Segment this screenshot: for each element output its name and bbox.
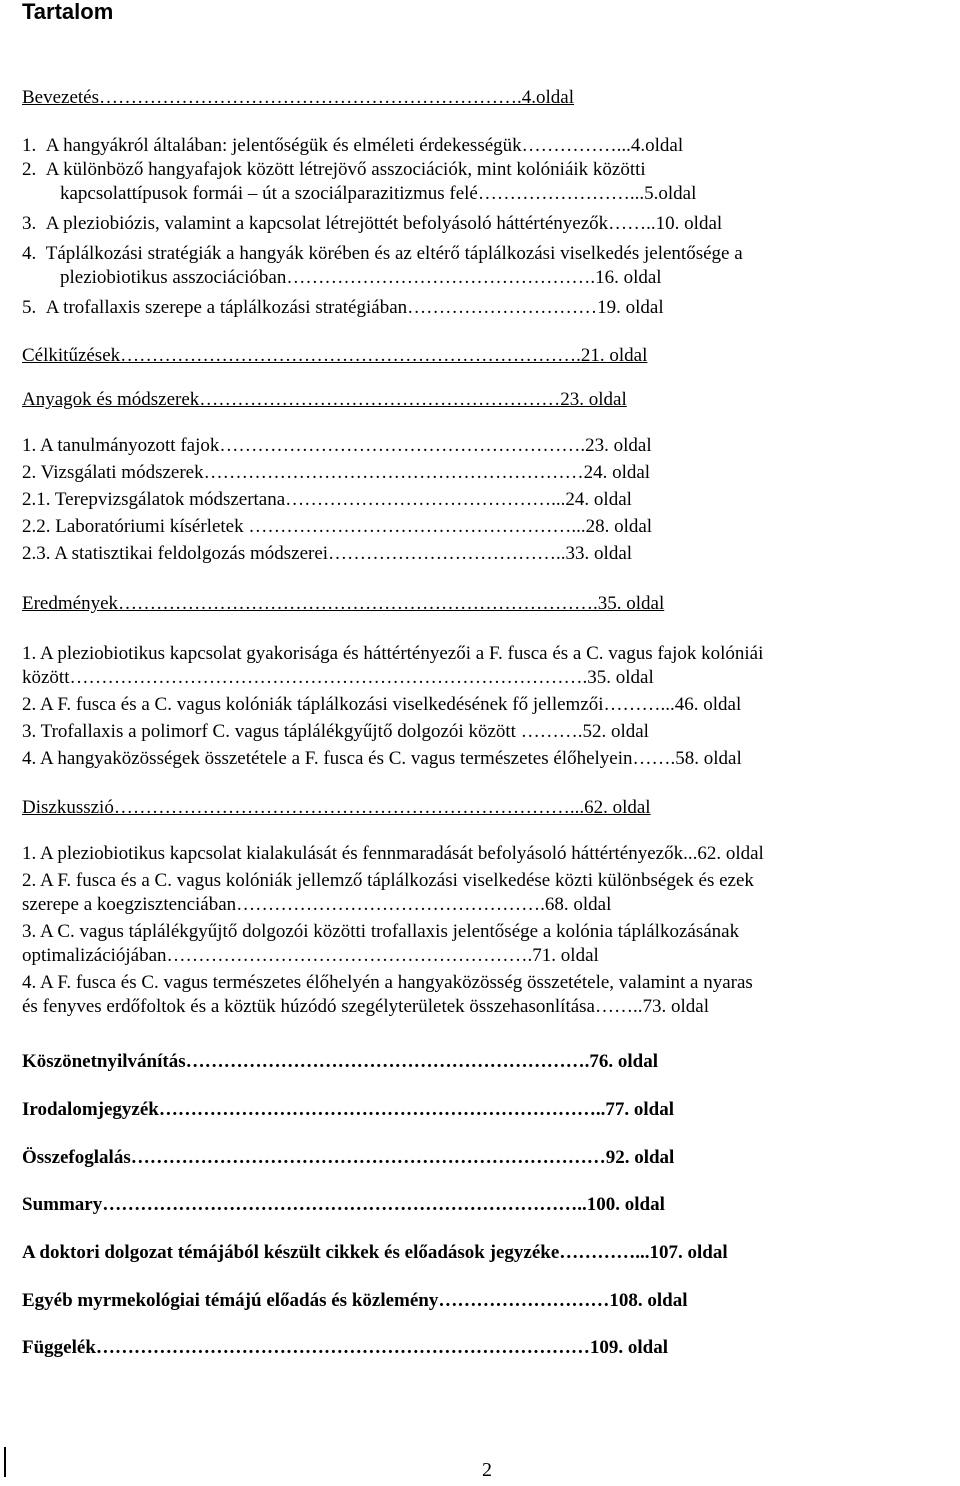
toc-entry[interactable]: 2. Vizsgálati módszerek……………………………………………………24. oldal xyxy=(22,462,651,483)
toc-entry[interactable]: 4. Táplálkozási stratégiák a hangyák körében és az eltérő táplálkozási viselkedés jelentősége a xyxy=(22,243,743,264)
page-title: Tartalom xyxy=(22,0,114,24)
toc-entry[interactable]: 1. A pleziobiotikus kapcsolat kialakulását és fennmaradását befolyásoló háttértényezők...62. oldal xyxy=(22,843,764,864)
toc-entry[interactable]: 1. A tanulmányozott fajok………………………………………………….23. oldal xyxy=(22,435,652,456)
toc-entry[interactable]: 5. A trofallaxis szerepe a táplálkozási stratégiában…………………………19. oldal xyxy=(22,297,664,318)
toc-entry-osszefoglalas[interactable]: Összefoglalás…………………………………………………………………92. oldal xyxy=(22,1147,675,1168)
page-number: 2 xyxy=(482,1459,492,1481)
toc-entry[interactable]: 2. A F. fusca és a C. vagus kolóniák táplálkozási viselkedésének fő jellemzői………...46. oldal xyxy=(22,694,742,715)
toc-entry-celkituzesek[interactable]: Célkitűzések……………………………………………………………….21. oldal xyxy=(22,345,648,366)
toc-entry-bevezetes[interactable]: Bevezetés………………………………………………………….4.oldal xyxy=(22,87,575,108)
toc-entry[interactable]: 2. A különböző hangyafajok között létrejövő asszociációk, mint kolóniáik közötti xyxy=(22,159,646,180)
toc-entry-cont[interactable]: pleziobiotikus asszociációban………………………………………….16. oldal xyxy=(60,267,662,288)
toc-entry-irodalomjegyzek[interactable]: Irodalomjegyzék……………………………………………………………..77. oldal xyxy=(22,1099,674,1120)
toc-entry-cont[interactable]: között……………………………………………………………………….35. oldal xyxy=(22,667,654,688)
toc-entry-cont[interactable]: és fenyves erdőfoltok és a köztük húzódó szegélyterületek összehasonlítása……..73. oldal xyxy=(22,996,709,1017)
toc-entry[interactable]: 2.1. Terepvizsgálatok módszertana……………………………………...24. oldal xyxy=(22,489,632,510)
toc-entry[interactable]: 3. A C. vagus táplálékgyűjtő dolgozói közötti trofallaxis jelentősége a kolónia táplálkozásának xyxy=(22,921,740,942)
toc-entry-egyeb[interactable]: Egyéb myrmekológiai témájú előadás és közlemény………………………108. oldal xyxy=(22,1290,688,1311)
toc-entry[interactable]: 2. A F. fusca és a C. vagus kolóniák jellemző táplálkozási viselkedése közti különbségek és ezek xyxy=(22,870,754,891)
toc-entry-eredmenyek[interactable]: Eredmények………………………………………………………………….35. oldal xyxy=(22,593,665,614)
toc-entry[interactable]: 4. A hangyaközösségek összetétele a F. fusca és C. vagus természetes élőhelyein…….58. oldal xyxy=(22,748,742,769)
toc-entry-cont[interactable]: kapcsolattípusok formái – út a szociálparazitizmus felé……………………...5.oldal xyxy=(60,183,697,204)
toc-entry-cont[interactable]: szerepe a koegzisztenciában………………………………………….68. oldal xyxy=(22,894,612,915)
toc-entry[interactable]: 2.2. Laboratóriumi kísérletek ……………………………………………...28. oldal xyxy=(22,516,653,537)
toc-entry[interactable]: 3. A pleziobiózis, valamint a kapcsolat létrejöttét befolyásoló háttértényezők……..10. oldal xyxy=(22,213,723,234)
toc-entry-anyagok[interactable]: Anyagok és módszerek…………………………………………………23. oldal xyxy=(22,389,627,410)
toc-entry[interactable]: 1. A hangyákról általában: jelentőségük és elméleti érdekességük……………...4.oldal xyxy=(22,135,684,156)
toc-entry-cont[interactable]: optimalizációjában………………………………………………….71. oldal xyxy=(22,945,599,966)
toc-entry-fuggelek[interactable]: Függelék……………………………………………………………………109. oldal xyxy=(22,1337,669,1358)
toc-entry[interactable]: 3. Trofallaxis a polimorf C. vagus táplálékgyűjtő dolgozói között ……….52. oldal xyxy=(22,721,649,742)
text-cursor-bar xyxy=(4,1447,6,1477)
toc-entry-koszonetnyilvanitas[interactable]: Köszönetnyilvánítás……………………………………………………….76. oldal xyxy=(22,1051,658,1072)
toc-entry-summary[interactable]: Summary…………………………………………………………………..100. oldal xyxy=(22,1194,665,1215)
toc-entry[interactable]: 1. A pleziobiotikus kapcsolat gyakorisága és háttértényezői a F. fusca és a C. vagus fajok kolóniái xyxy=(22,643,764,664)
toc-entry-cikkek[interactable]: A doktori dolgozat témájából készült cikkek és előadások jegyzéke…………...107. oldal xyxy=(22,1242,728,1263)
toc-entry[interactable]: 2.3. A statisztikai feldolgozás módszerei………………………………..33. oldal xyxy=(22,543,633,564)
toc-entry-diszkusszio[interactable]: Diszkusszió………………………………………………………………...62. oldal xyxy=(22,797,651,818)
toc-entry[interactable]: 4. A F. fusca és C. vagus természetes élőhelyén a hangyaközösség összetétele, valamint a nyaras xyxy=(22,972,753,993)
